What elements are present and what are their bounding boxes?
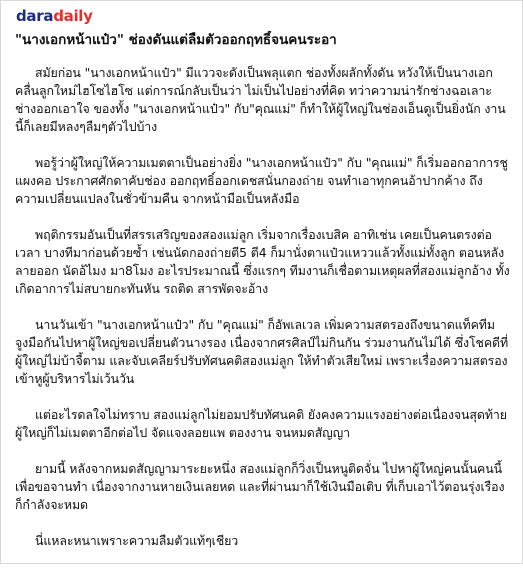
paragraph: พฤติกรรมอันเป็นที่สรรเสริญของสองแม่ลูก เริ่มจากเรื่องเบสิค อาทิเช่น เคยเป็นคนตรงต่อเวลา บางทีมาก่อนด้วยซ้ำ เช่นนัดกองถ่ายตี5 ตี4 ก็มานั่งตาแป๋วแหววแล้วทั้งแม่ทั้งลูก ตอนหลังลายออก นัดอ้ไมง มา8โมง อะไรประมาณนี้ ซึ่งแรกๆ ทีมงานก็เชื่อตามเหตุผลที่สองแม่ลูกอ้าง ทั้งเกิดอาการไม่สบายกะทันหัน รถติด สารพัดจะอ้าง [15,227,510,296]
paragraph: แต่อะไรดลใจไม่ทราบ สองแม่ลูกไม่ยอมปรับทัศนคติ ยังคงความแรงอย่างต่อเนื่องจนสุดท้ายผู้ใหญ่ก็ไม่เมตตาอีกต่อไป จัดแจงลอยแพ ตองงาน จนหมดสัญญา [15,407,507,440]
logo-part-dara: dara [16,7,54,25]
paragraph: สมัยก่อน "นางเอกหน้าแป๋ว" มีแววจะดังเป็นพลุแตก ช่องทั้งผลักทั้งดัน หวังให้เป็นนางเอกคลื่นลูกใหม่ไฮโซไฮโซ แต่การณ์กลับเป็นว่า ไม่เป็นไปอย่างที่คิด ทว่าความน่ารักช่างฉอเลาะ ช่างออกเอาใจ ของทั้ง "นางเอกหน้าแป๋ว" กับ"คุณแม่" ก็ทำให้ผู้ใหญ่ในช่องเอ็นดูเป็นยิ่งนัก งานนี้ก็เลยมีหลงๆลืมๆตัวไปบ้าง [15,65,506,134]
article-body [15,64,511,568]
article-title: "นางเอกหน้าแป๋ว" ช่องดันแต่ลืมตัวออกฤทธิ์จนคนระอา [15,32,337,48]
logo-part-daily: daily [53,7,93,25]
paragraph: ยามนี้ หลังจากหมดสัญญามาระยะหนึ่ง สองแม่ลูกก็วิ่งเป็นหนูติดจั่น ไปหาผู้ใหญ่คนนั้นคนนี้ เพื่อขอจานทำ เนื่องจากงานหายเงินเลยหด และที่ผ่านมาก็ใช้เงินมือเติบ ที่เก็บเอาไว้ตอนรุ่งเรืองก็กำลังจะหมด [15,461,505,512]
paragraph: นานวันเข้า "นางเอกหน้าแป๋ว" กับ "คุณแม่" ก็อัพเลเวล เพิ่มความสตรองถึงขนาดแท็คทีม จูงมือกันไปหาผู้ใหญ่ขอเปลี่ยนตัวนางรอง เนื่องจากศรศิลป์ไม่กินกัน ร่วมงานกันไม่ได้ ซึ่งโชคดีที่ผู้ใหญ่ไม่บ้าจี้ตาม และจับเคลียร์ปรับทัศนคติสองแม่ลูก ให้ทำตัวเสียใหม่ เพราะเรื่องความสตรองเข้าหูผู้บริหารไม่เว้นวัน [15,317,509,386]
paragraph: นี่แหละหนาเพราะความลืมตัวแท้ๆเชียว [35,533,239,548]
site-logo[interactable] [16,7,93,25]
paragraph: พอรู้ว่าผู้ใหญ่ให้ความเมตตาเป็นอย่างยิ่ง "นางเอกหน้าแป๋ว" กับ "คุณแม่" ก็เริ่มออกอาการชูแผงคอ ประกาศศักดาคับช่อง ออกฤทธิ์ออกเดชสนั่นกองถ่าย จนทำเอาทุกคนอ้าปากค้าง ถึงความเปลี่ยนแปลงในชั่วข้ามคืน จากหน้ามือเป็นหลังมือ [15,155,508,206]
